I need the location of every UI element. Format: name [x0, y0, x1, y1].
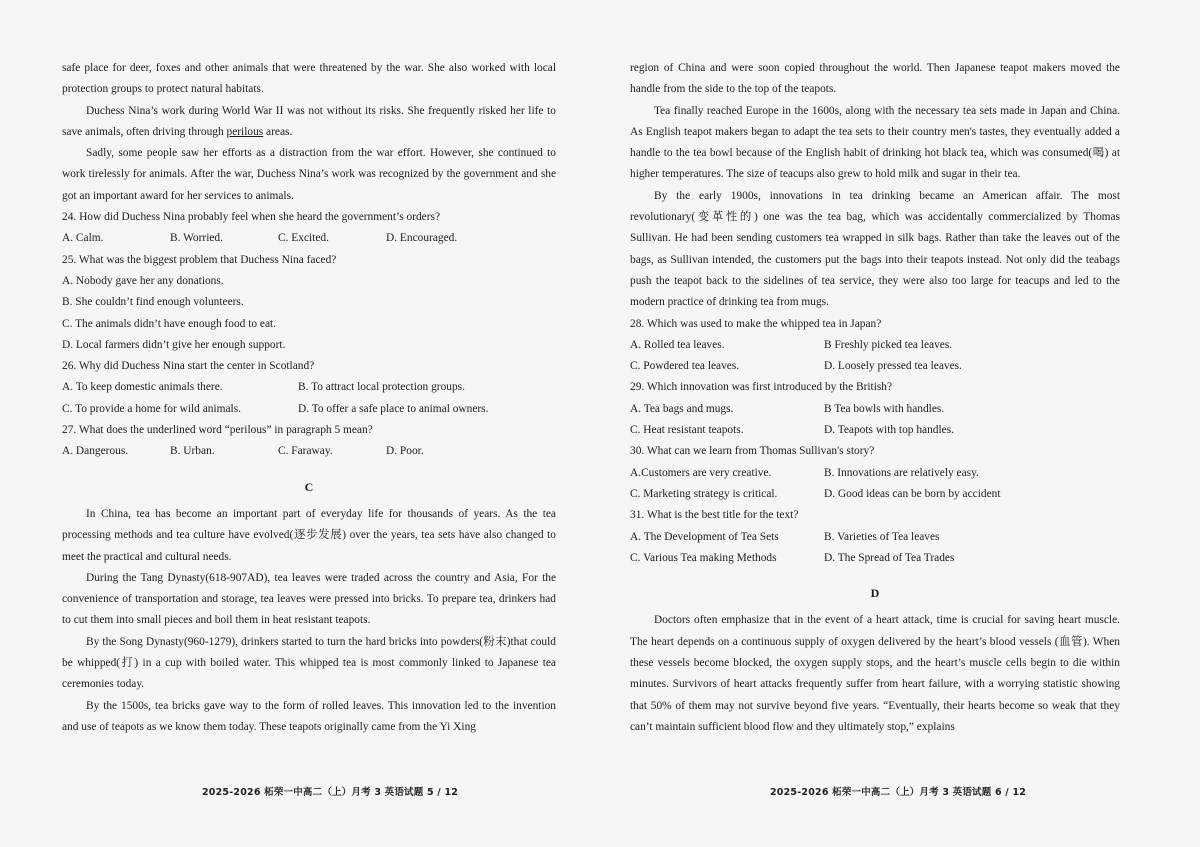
passage-c-paragraph: Tea finally reached Europe in the 1600s, along with the necessary tea sets made in Japan and China. As English teapot makers began to adapt the tea sets to their country men's tastes, they eventually added a handle to the tea bowl because of the English habit of drinking hot black tea, which was consumed(喝) at higher temperatures. The size of teacups also grew to hold milk and sugar in their tea.: [630, 104, 1120, 181]
option: A. The Development of Tea Sets: [630, 530, 779, 543]
question-29-options: [630, 420, 1120, 441]
question-27-options: [62, 441, 556, 462]
page-footer: 2025-2026 柘荣一中高二（上）月考 3 英语试题 6 / 12: [770, 787, 1027, 798]
option: B. Varieties of Tea leaves: [824, 530, 940, 543]
option: C. Excited.: [278, 232, 329, 245]
option: C. Various Tea making Methods: [630, 551, 777, 564]
text-run: areas.: [263, 125, 293, 138]
option: B. Innovations are relatively easy.: [824, 466, 979, 479]
question-31: 31. What is the best title for the text?: [630, 509, 799, 522]
passage-c-paragraph: By the early 1900s, innovations in tea drinking became an American affair. The most revolutionary(变革性的) one was the tea bag, which was accidentally commercialized by Thomas Sullivan. He had been sending customers tea wrapped in silk bags. Rather than take the leaves out of the bags, as Sullivan intended, the customers put the bags into their teapots instead. Not only did the teabags push the teapot back to the sidelines of tea service, they were also too large for teacups and led to the modern practice of drinking tea from mugs.: [630, 189, 1120, 309]
option: A. Rolled tea leaves.: [630, 338, 725, 351]
option: D. To offer a safe place to animal owners.: [298, 402, 489, 415]
option: B Tea bowls with handles.: [824, 402, 945, 415]
question-28-options: [630, 356, 1120, 377]
text-run: Duchess Nina’s work during World War II was not without its risks. She frequently risked her life to save animals, often driving through: [62, 104, 556, 138]
option: A. Dangerous.: [62, 445, 129, 458]
option: D. Local farmers didn’t give her enough support.: [62, 338, 286, 351]
right-page: [600, 0, 1200, 847]
option: D. Teapots with top handles.: [824, 424, 954, 437]
option: B. Worried.: [170, 232, 223, 245]
question-26: 26. Why did Duchess Nina start the center in Scotland?: [62, 360, 315, 373]
question-24-options: [62, 228, 556, 249]
question-30-options: [630, 484, 1120, 505]
question-26-options: [62, 377, 556, 398]
option: D. Good ideas can be born by accident: [824, 487, 1001, 500]
option: C. The animals didn’t have enough food to eat.: [62, 317, 277, 330]
section-heading-c: C: [304, 479, 314, 494]
left-column: [62, 58, 556, 738]
option: C. Powdered tea leaves.: [630, 360, 740, 373]
question-26-options: [62, 399, 556, 420]
option: A. Nobody gave her any donations.: [62, 274, 224, 287]
question-28-options: [630, 335, 1120, 356]
question-25: 25. What was the biggest problem that Duchess Nina faced?: [62, 253, 337, 266]
option: C. Faraway.: [278, 445, 333, 458]
passage-b-paragraph: [62, 101, 556, 144]
passage-c-paragraph: By the 1500s, tea bricks gave way to the form of rolled leaves. This innovation led to the invention and use of teapots as we know them today. These teapots originally came from the Yi Xing: [62, 699, 556, 733]
option: A.Customers are very creative.: [630, 466, 772, 479]
option: C. To provide a home for wild animals.: [62, 402, 241, 415]
question-29-options: [630, 399, 1120, 420]
question-24: 24. How did Duchess Nina probably feel when she heard the government’s orders?: [62, 211, 440, 224]
question-30-options: [630, 463, 1120, 484]
option: B. Urban.: [170, 445, 215, 458]
question-31-options: [630, 527, 1120, 548]
passage-c-paragraph: region of China and were soon copied throughout the world. Then Japanese teapot makers moved the handle from the side to the top of the teapots.: [630, 62, 1120, 96]
question-28: 28. Which was used to make the whipped tea in Japan?: [630, 317, 882, 330]
question-31-options: [630, 548, 1120, 569]
underlined-word-perilous: perilous: [226, 125, 264, 138]
option: C. Heat resistant teapots.: [630, 424, 744, 437]
option: D. Loosely pressed tea leaves.: [824, 360, 962, 373]
right-column: [630, 58, 1120, 738]
option: B. To attract local protection groups.: [298, 381, 465, 394]
option: D. The Spread of Tea Trades: [824, 551, 955, 564]
option: A. Tea bags and mugs.: [630, 402, 734, 415]
section-heading-d: D: [870, 586, 880, 601]
question-30: 30. What can we learn from Thomas Sullivan's story?: [630, 445, 875, 458]
option: D. Encouraged.: [386, 232, 458, 245]
question-29: 29. Which innovation was first introduced by the British?: [630, 381, 893, 394]
option: B Freshly picked tea leaves.: [824, 338, 953, 351]
option: A. Calm.: [62, 232, 104, 245]
passage-c-paragraph: By the Song Dynasty(960-1279), drinkers started to turn the hard bricks into powders(粉末)that could be whipped(打) in a cup with boiled water. This whipped tea is most commonly linked to Japanese tea ceremonies today.: [62, 635, 556, 691]
option: C. Marketing strategy is critical.: [630, 487, 778, 500]
passage-b-paragraph: safe place for deer, foxes and other animals that were threatened by the war. She also worked with local protection groups to protect natural habitats.: [62, 62, 556, 96]
option: A. To keep domestic animals there.: [62, 381, 223, 394]
question-27: 27. What does the underlined word “perilous” in paragraph 5 mean?: [62, 424, 373, 437]
passage-c-paragraph: During the Tang Dynasty(618-907AD), tea leaves were traded across the country and Asia, For the convenience of transportation and storage, tea leaves were pressed into bricks. To prepare tea, drinkers had to cut them into small pieces and boil them in heat resistant teapots.: [62, 571, 556, 627]
passage-b-paragraph: Sadly, some people saw her efforts as a distraction from the war effort. However, she continued to work tirelessly for animals. After the war, Duchess Nina’s work was recognized by the government and she got an important award for her services to animals.: [62, 147, 556, 202]
passage-c-paragraph: In China, tea has become an important part of everyday life for thousands of years. As the tea processing methods and tea culture have evolved(逐步发展) over the years, tea sets have also changed to meet the practical and cultural needs.: [62, 507, 556, 563]
option: D. Poor.: [386, 445, 424, 458]
option: B. She couldn’t find enough volunteers.: [62, 296, 244, 309]
page-footer: 2025-2026 柘荣一中高二（上）月考 3 英语试题 5 / 12: [202, 787, 459, 798]
passage-d-paragraph: Doctors often emphasize that in the event of a heart attack, time is crucial for saving heart muscle. The heart depends on a continuous supply of oxygen delivered by the heart’s blood vessels (血管). When these vessels become blocked, the oxygen supply stops, and the heart’s muscle cells begin to die within minutes. Survivors of heart attacks frequently suffer from heart failure, with a worrying statistic showing that 50% of them may not survive beyond five years. “Eventually, their hearts become so weak that they can’t maintain sufficient blood flow and they ultimately stop,” explains: [630, 614, 1120, 733]
